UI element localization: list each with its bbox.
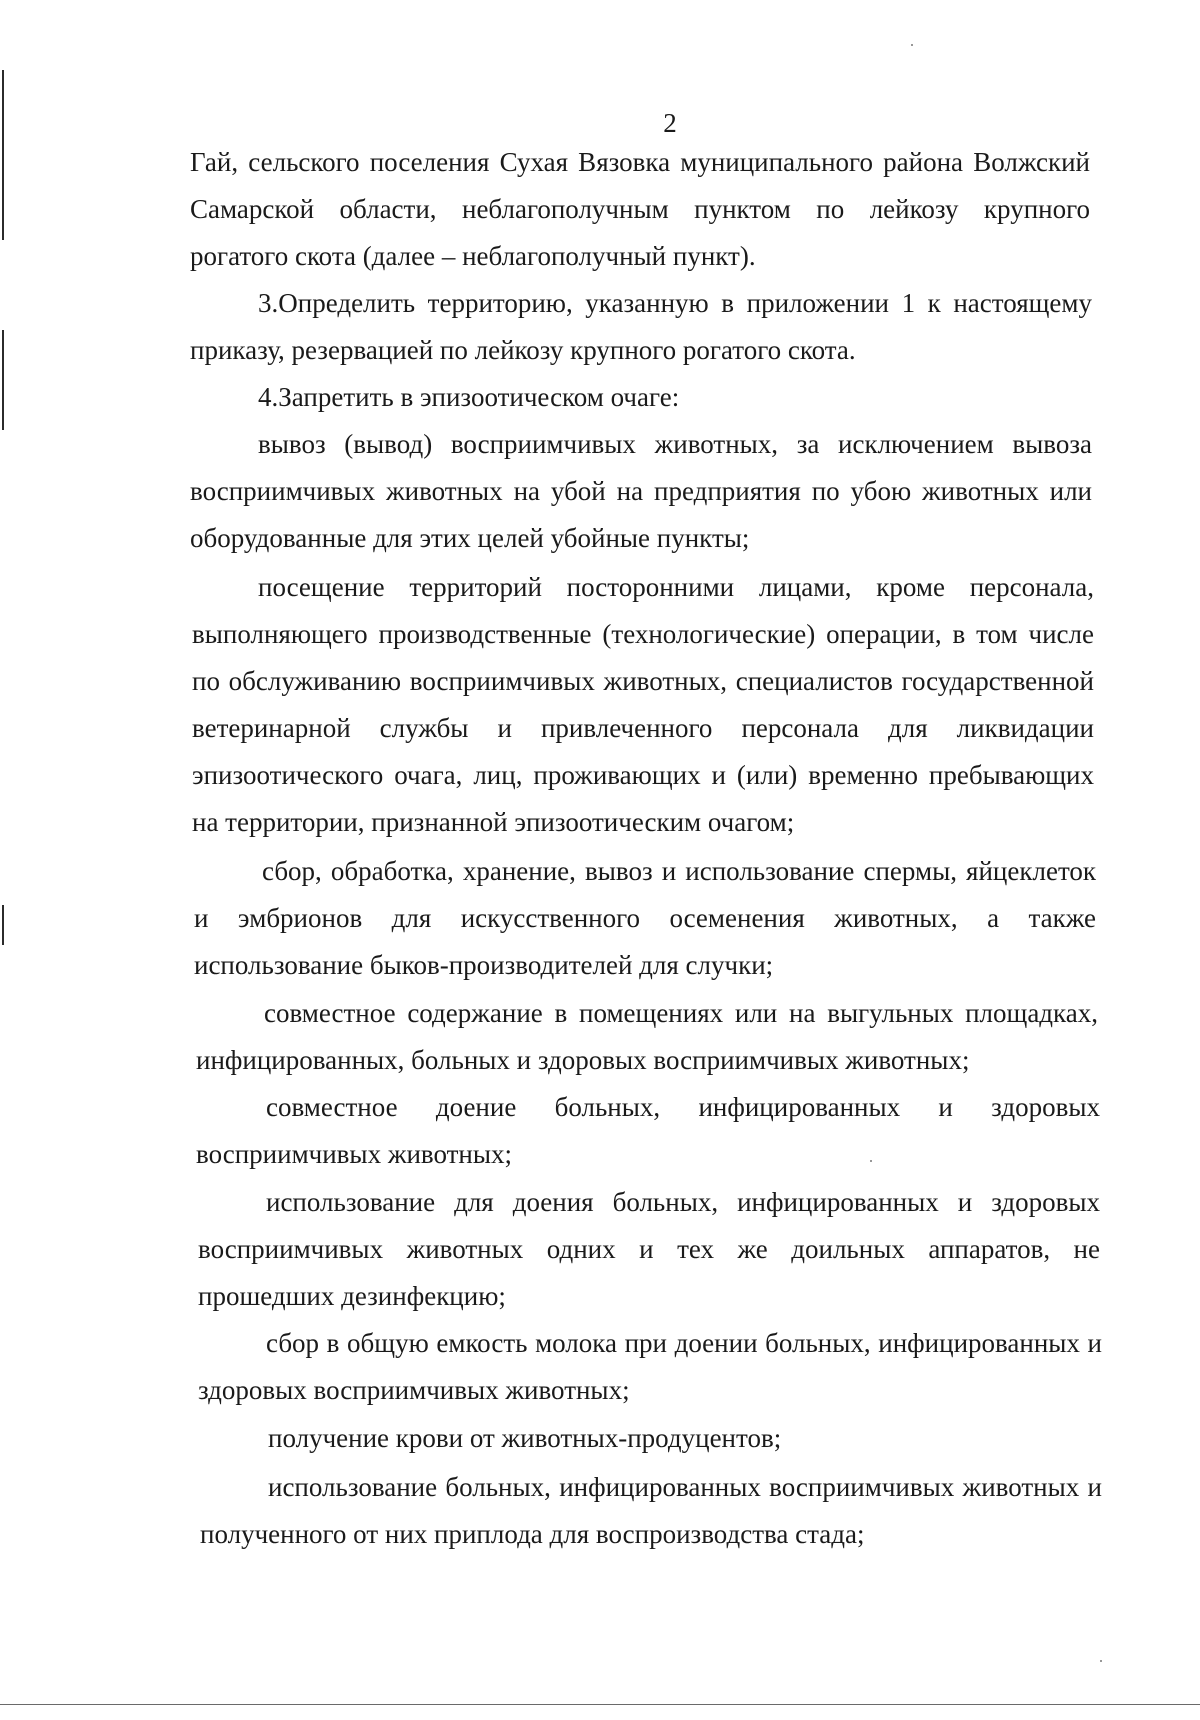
- scan-speck: [870, 1160, 872, 1162]
- scan-speck: [1100, 1660, 1102, 1662]
- text-line: полученного от них приплода для воспроизводства стада;: [200, 1519, 865, 1549]
- scan-edge-mark: [2, 905, 4, 945]
- text-line: прошедших дезинфекцию;: [198, 1281, 506, 1311]
- text-line: сбор в общую емкость молока при доении больных, инфицированных и: [266, 1328, 1102, 1358]
- scan-speck: [911, 44, 913, 46]
- text-line: 4.Запретить в эпизоотическом очаге:: [258, 382, 680, 412]
- text-line: оборудованные для этих целей убойные пункты;: [190, 523, 750, 553]
- scan-edge-mark: [2, 70, 4, 240]
- text-line: совместное доение больных, инфицированных и здоровых: [266, 1092, 1100, 1122]
- text-line: использование для доения больных, инфицированных и здоровых: [266, 1187, 1100, 1217]
- text-line: эпизоотического очага, лиц, проживающих и (или) временно пребывающих: [192, 760, 1094, 790]
- text-line: приказу, резервацией по лейкозу крупного рогатого скота.: [190, 335, 856, 365]
- text-line: 3.Определить территорию, указанную в приложении 1 к настоящему: [258, 288, 1092, 318]
- text-line: ветеринарной службы и привлеченного персонала для ликвидации: [192, 713, 1094, 743]
- text-line: восприимчивых животных;: [196, 1139, 513, 1169]
- scan-edge-mark: [2, 330, 4, 430]
- text-line: использование больных, инфицированных восприимчивых животных и: [268, 1472, 1102, 1502]
- text-line: выполняющего производственные (технологические) операции, в том числе: [192, 619, 1094, 649]
- text-line: посещение территорий посторонними лицами, кроме персонала,: [258, 572, 1094, 602]
- text-line: рогатого скота (далее – неблагополучный пункт).: [190, 241, 756, 271]
- text-line: совместное содержание в помещениях или на выгульных площадках,: [264, 998, 1098, 1028]
- text-line: здоровых восприимчивых животных;: [198, 1375, 630, 1405]
- text-line: Самарской области, неблагополучным пунктом по лейкозу крупного: [190, 194, 1090, 224]
- text-line: получение крови от животных-продуцентов;: [268, 1423, 782, 1453]
- text-line: вывоз (вывод) восприимчивых животных, за исключением вывоза: [258, 429, 1092, 459]
- text-line: восприимчивых животных одних и тех же доильных аппаратов, не: [198, 1234, 1100, 1264]
- scan-bottom-edge: [0, 1704, 1200, 1705]
- text-line: на территории, признанной эпизоотическим очагом;: [192, 807, 795, 837]
- text-line: сбор, обработка, хранение, вывоз и использование спермы, яйцеклеток: [262, 856, 1096, 886]
- text-line: Гай, сельского поселения Сухая Вязовка муниципального района Волжский: [190, 147, 1090, 177]
- text-line: использование быков-производителей для случки;: [194, 950, 774, 980]
- page-number: 2: [663, 108, 677, 138]
- text-line: по обслуживанию восприимчивых животных, специалистов государственной: [192, 666, 1094, 696]
- text-line: и эмбрионов для искусственного осеменения животных, а также: [194, 903, 1096, 933]
- text-line: восприимчивых животных на убой на предприятия по убою животных или: [190, 476, 1092, 506]
- text-line: инфицированных, больных и здоровых восприимчивых животных;: [196, 1045, 970, 1075]
